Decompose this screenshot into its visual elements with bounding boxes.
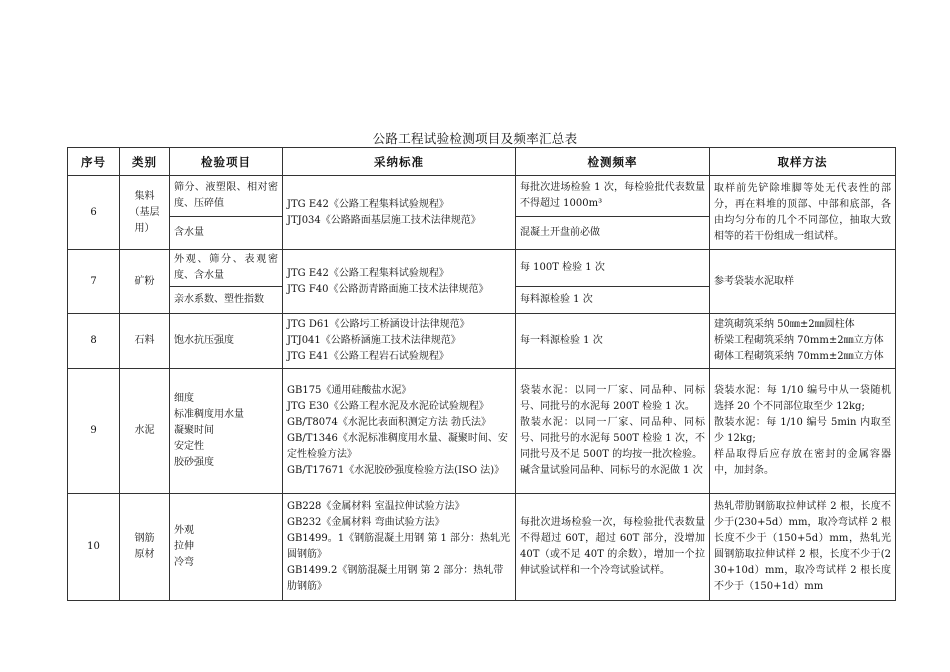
header-category: 类别: [120, 148, 170, 176]
table-row: [68, 176, 896, 217]
standard-line: GB/T8074《水泥比表面积测定方法 勃氏法》: [287, 417, 492, 428]
sampling-line: 桥梁工程砌筑采纳 70mm±2㎜立方体: [714, 335, 884, 346]
seq-cell: 10: [68, 494, 120, 601]
table-row: [68, 314, 896, 369]
item-line: 凝聚时间: [174, 425, 214, 436]
frequency-cell: 每 100T 检验 1 次: [516, 250, 710, 287]
category-line: 用）: [134, 222, 155, 234]
header-row: [68, 148, 896, 176]
sampling-cell: [710, 369, 896, 494]
standard-cell: [283, 314, 516, 369]
frequency-cell: 每一料源检验 1 次: [516, 314, 710, 369]
standard-line: JTG D61《公路圬工桥涵设计法律规范》: [287, 319, 470, 330]
sampling-cell: [710, 314, 896, 369]
item-cell: [170, 494, 283, 601]
frequency-cell: 每料源检验 1 次: [516, 287, 710, 314]
frequency-cell: 每批次进场检验一次，每检验批代表数量不得超过 60T，超过 60T 部分，没增加 40T（或不足 40T 的余数），增加一个拉伸试验试样和一个冷弯试验试样。: [516, 494, 710, 601]
frequency-cell: 每批次进场检验 1 次，每检验批代表数量不得超过 1000m³: [516, 176, 710, 217]
item-cell: 筛分、液塑限、相对密度、压碎值: [170, 176, 283, 217]
category-cell: 石料: [120, 314, 170, 369]
sampling-line: 样品取得后应存放在密封的金属容器中，加封条。: [714, 449, 891, 476]
item-cell: 外观、筛分、表观密度、含水量: [170, 250, 283, 287]
standard-line: GB232《金属材料 弯曲试验方法》: [287, 517, 445, 528]
standard-line: JTJ034《公路路面基层施工技术法律规范》: [287, 214, 481, 226]
standard-line: JTG F40《公路沥青路面施工技术法律规范》: [287, 283, 489, 295]
category-cell: 矿粉: [120, 250, 170, 314]
sampling-line: 散装水泥：每 1/10 编号 5min 内取至少 12kg;: [714, 417, 891, 444]
item-line: 细度: [174, 393, 194, 404]
standard-cell: [283, 369, 516, 494]
item-line: 安定性: [174, 441, 204, 452]
table-title: 公路工程试验检测项目及频率汇总表: [372, 131, 578, 146]
item-line: 拉伸: [174, 541, 194, 552]
frequency-line: 袋装水泥：以同一厂家、同品种、同标号、同批号的水泥每 200T 检验 1 次。: [520, 385, 705, 412]
standard-line: GB/T17671《水泥胶砂强度检验方法(ISO 法)》: [287, 465, 505, 476]
standard-cell: [283, 494, 516, 601]
category-cell: [120, 494, 170, 601]
sampling-cell: 热轧带肋钢筋取拉伸试样 2 根，长度不少于(230+5d）mm，取冷弯试样 2 根长度不少于（150+5d）mm，热轧光圆钢筋取拉伸试样 2 根，长度不少于(230+10d）mm，取冷弯试样 2 根长度不少于（150+1d）mm: [710, 494, 896, 601]
sampling-cell: 参考袋装水泥取样: [710, 250, 896, 314]
header-seq: 序号: [68, 148, 120, 176]
item-line: 冷弯: [174, 557, 194, 568]
category-line: 原材: [134, 549, 155, 560]
frequency-line: 碱含量试验同品种、同标号的水泥做 1 次: [520, 465, 703, 476]
sampling-line: 建筑砌筑采纳 50㎜±2㎜圆柱体: [714, 319, 855, 330]
header-frequency: 检测频率: [516, 148, 710, 176]
seq-cell: 9: [68, 369, 120, 494]
sampling-line: 砌体工程砌筑采纳 70mm±2㎜立方体: [714, 351, 884, 362]
table-row: [68, 494, 896, 601]
standard-line: JTJ041《公路桥涵施工技术法律规范》: [287, 335, 461, 346]
standard-line: JTG E42《公路工程集料试验规程》: [287, 198, 449, 210]
category-line: 集料: [134, 190, 155, 202]
seq-cell: 7: [68, 250, 120, 314]
standard-line: GB1499.2《钢筋混凝土用钢 第 2 部分：热轧带肋钢筋》: [287, 565, 504, 592]
standard-line: GB228《金属材料 室温拉伸试验方法》: [287, 501, 465, 512]
standard-line: GB175《通用硅酸盐水泥》: [287, 385, 412, 396]
item-cell: 亲水系数、塑性指数: [170, 287, 283, 314]
seq-cell: 8: [68, 314, 120, 369]
standard-line: JTG E41《公路工程岩石试验规程》: [287, 351, 449, 362]
inspection-summary-table: [67, 147, 896, 601]
item-cell: 含水量: [170, 217, 283, 250]
standard-line: GB/T1346《水泥标准稠度用水量、凝聚时间、安定性检验方法》: [287, 433, 508, 460]
seq-cell: 6: [68, 176, 120, 250]
category-line: 钢筋: [134, 533, 155, 544]
category-line: （基层: [129, 206, 160, 218]
item-line: 外观: [174, 525, 194, 536]
item-cell: 饱水抗压强度: [170, 314, 283, 369]
item-line: 胶砂强度: [174, 457, 214, 468]
sampling-cell: 取样前先铲除堆脚等处无代表性的部分，再在料堆的顶部、中部和底部，各由均匀分布的几个不同部位，抽取大致相等的若干份组成一组试样。: [710, 176, 896, 250]
frequency-line: 散装水泥：以同一厂家、同品种、同标号、同批号的水泥每 500T 检验 1 次，不同批号及不足 500T 的均按一批次检验。: [520, 417, 705, 460]
table-row: [68, 250, 896, 287]
item-line: 标准稠度用水量: [174, 409, 244, 420]
standard-cell: [283, 250, 516, 314]
frequency-cell: 混凝土开盘前必做: [516, 217, 710, 250]
standard-line: JTG E30《公路工程水泥及水泥砼试验规程》: [287, 401, 489, 412]
sampling-line: 袋装水泥：每 1/10 编号中从一袋随机选择 20 个不同部位取至少 12kg;: [714, 385, 891, 412]
item-cell: [170, 369, 283, 494]
category-cell: [120, 176, 170, 250]
category-cell: 水泥: [120, 369, 170, 494]
header-sampling: 取样方法: [710, 148, 896, 176]
table-row: [68, 369, 896, 494]
standard-line: JTG E42《公路工程集料试验规程》: [287, 267, 449, 279]
header-item: 检验项目: [170, 148, 283, 176]
header-standard: 采纳标准: [283, 148, 516, 176]
standard-cell: [283, 176, 516, 250]
frequency-cell: [516, 369, 710, 494]
standard-line: GB1499。1《钢筋混凝土用钢 第 1 部分：热轧光圆钢筋》: [287, 533, 511, 560]
